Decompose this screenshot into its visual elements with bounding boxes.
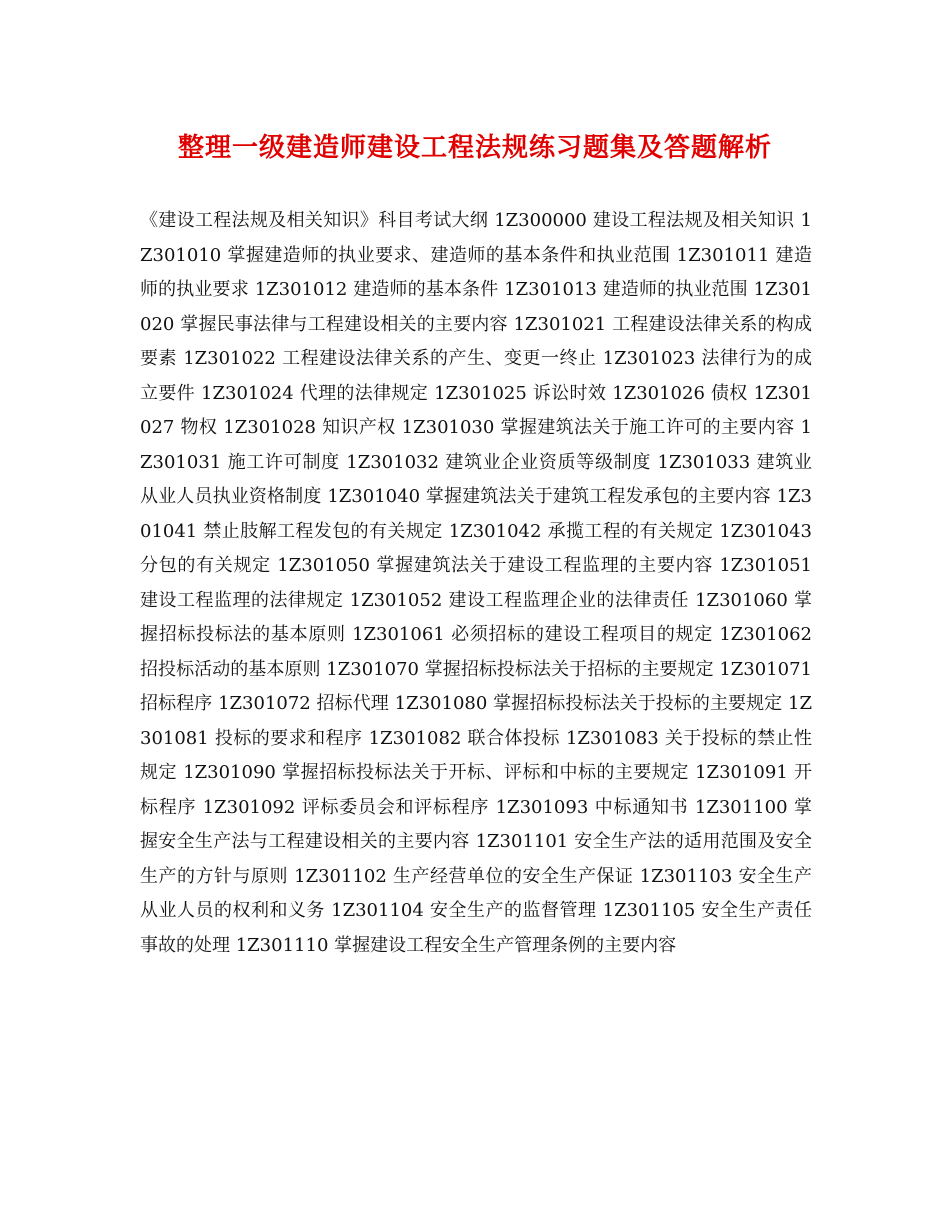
document-title: 整理一级建造师建设工程法规练习题集及答题解析 [177,133,772,163]
document-body-paragraph: 《建设工程法规及相关知识》科目考试大纲 1Z300000 建设工程法规及相关知识 1Z301010 掌握建造师的执业要求、建造师的基本条件和执业范围 1Z301011 建造师的执业要求 1Z301012 建造师的基本条件 1Z301013 建造师的执业范围 1Z301020 掌握民事法律与工程建设相关的主要内容 1Z301021 工程建设法律关系的构成要素 1Z301022 工程建设法律关系的产生、变更一终止 1Z301023 法律行为的成立要件 1Z301024 代理的法律规定 1Z301025 诉讼时效 1Z301026 债权 1Z301027 物权 1Z301028 知识产权 1Z301030 掌握建筑法关于施工许可的主要内容 1Z301031 施工许可制度 1Z301032 建筑业企业资质等级制度 1Z301033 建筑业从业人员执业资格制度 1Z301040 掌握建筑法关于建筑工程发承包的主要内容 1Z301041 禁止肢解工程发包的有关规定 1Z301042 承揽工程的有关规定 1Z301043 分包的有关规定 1Z301050 掌握建筑法关于建设工程监理的主要内容 1Z301051 建设工程监理的法律规定 1Z301052 建设工程监理企业的法律责任 1Z301060 掌握招标投标法的基本原则 1Z301061 必须招标的建设工程项目的规定 1Z301062 招投标活动的基本原则 1Z301070 掌握招标投标法关于招标的主要规定 1Z301071 招标程序 1Z301072 招标代理 1Z301080 掌握招标投标法关于投标的主要规定 1Z301081 投标的要求和程序 1Z301082 联合体投标 1Z301083 关于投标的禁止性规定 1Z301090 掌握招标投标法关于开标、评标和中标的主要规定 1Z301091 开标程序 1Z301092 评标委员会和评标程序 1Z301093 中标通知书 1Z301100 掌握安全生产法与工程建设相关的主要内容 1Z301101 安全生产法的适用范围及安全生产的方针与原则 1Z301102 生产经营单位的安全生产保证 1Z301103 安全生产从业人员的权利和义务 1Z301104 安全生产的监督管理 1Z301105 安全生产责任事故的处理 1Z301110 掌握建设工程安全生产管理条例的主要内容 [140,210,812,956]
